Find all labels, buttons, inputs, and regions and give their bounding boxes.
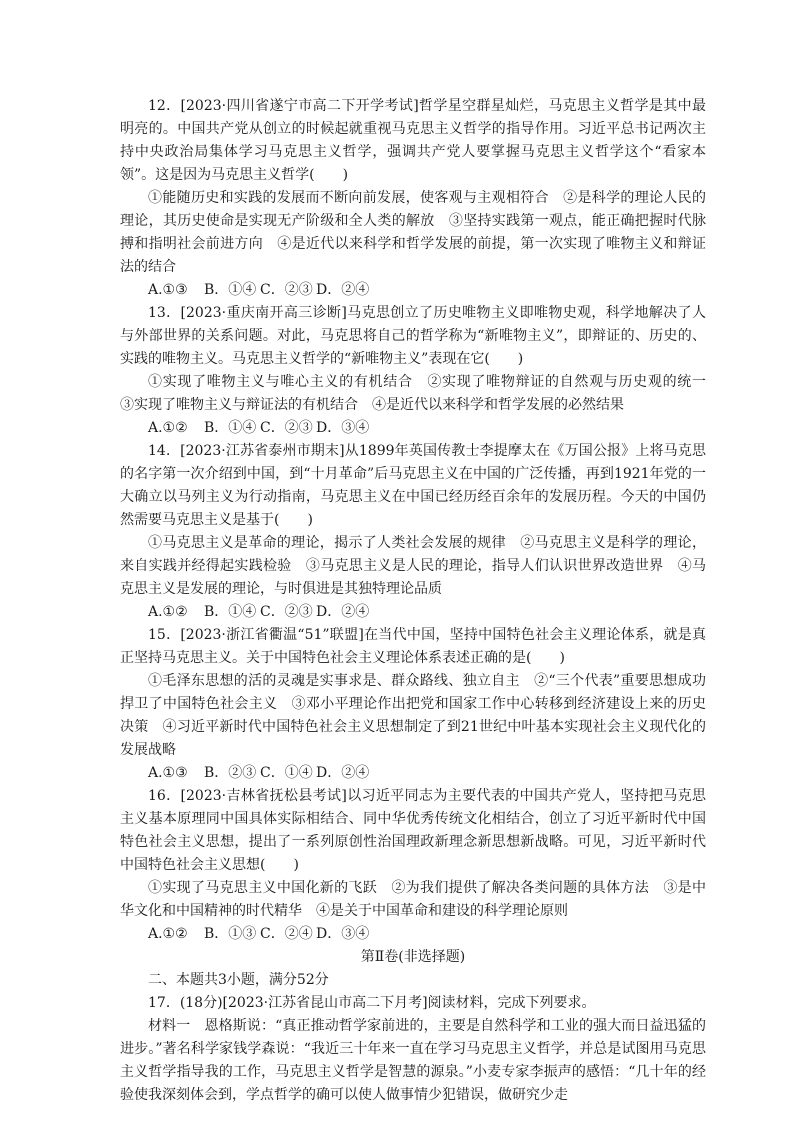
choice-d: D．②④ xyxy=(316,765,370,781)
section-2-heading: 二、本题共3小题，满分52分 xyxy=(148,972,329,988)
question-16-options: ①实现了马克思主义中国化新的飞跃 ②为我们提供了解决各类问题的具体方法 ③是中华文化和中国精神的时代精华 ④是关于中国革命和建设的科学理论原则 xyxy=(120,880,706,919)
page-content xyxy=(120,95,720,1107)
question-12-options: ①能随历史和实践的发展而不断向前发展，使客观与主观相符合 ②是科学的理论人民的理论，其历史使命是实现无产阶级和全人类的解放 ③坚持实践第一观点，能正确把握时代脉搏和指明社会前进方向 ④是近代以来科学和哲学发展的前提，第一次实现了唯物主义和辩证法的结合 xyxy=(120,190,706,275)
choice-c: C．②③ xyxy=(260,604,313,620)
choice-b: B．①④ xyxy=(204,282,257,298)
choice-d: D．③④ xyxy=(316,926,370,942)
choice-b: B．①④ xyxy=(204,420,257,436)
choice-b: B．①④ xyxy=(204,604,257,620)
choice-a: A.①② xyxy=(148,604,188,620)
part-2-title: 第Ⅱ卷(非选择题) xyxy=(360,949,466,965)
choice-d: D．②④ xyxy=(316,604,370,620)
question-15-choices xyxy=(120,762,706,785)
question-13-options: ①实现了唯物主义与唯心主义的有机结合 ②实现了唯物辩证的自然观与历史观的统一 ③实现了唯物主义与辩证法的有机结合 ④是近代以来科学和哲学发展的必然结果 xyxy=(120,374,720,413)
choice-a: A.①② xyxy=(148,926,188,942)
choice-a: A.①③ xyxy=(148,282,188,298)
question-12-choices xyxy=(120,279,706,302)
question-13-choices xyxy=(120,417,706,440)
choice-c: C．②③ xyxy=(260,420,313,436)
choice-c: C．②④ xyxy=(260,926,313,942)
question-14-choices xyxy=(120,601,706,624)
question-12-stem: 12．[2023·四川省遂宁市高二下开学考试]哲学星空群星灿烂，马克思主义哲学是其中最明亮的。中国共产党从创立的时候起就重视马克思主义哲学的指导作用。习近平总书记两次主持中央政治局集体学习马克思主义哲学，强调共产党人要掌握马克思主义哲学这个“看家本领”。这是因为马克思主义哲学( ) xyxy=(120,98,706,183)
material-1: 材料一 恩格斯说：“真正推动哲学家前进的，主要是自然科学和工业的强大而日益迅猛的进步。”著名科学家钱学森说：“我近三十年来一直在学习马克思主义哲学，并总是试图用马克思主义哲学指导我的工作，马克思主义哲学是智慧的源泉。”小麦专家李振声的感悟：“几十年的经验使我深刻体会到，学点哲学的确可以使人做事情少犯错误，做研究少走 xyxy=(120,1018,706,1103)
question-13-stem: 13．[2023·重庆南开高三诊断]马克思创立了历史唯物主义即唯物史观，科学地解决了人与外部世界的关系问题。对此，马克思将自己的哲学称为“新唯物主义”，即辩证的、历史的、实践的唯物主义。马克思主义哲学的“新唯物主义”表现在它( ) xyxy=(120,305,706,367)
choice-d: D．②④ xyxy=(316,282,370,298)
choice-c: C．①④ xyxy=(260,765,313,781)
choice-b: B．①③ xyxy=(204,926,257,942)
choice-b: B．②③ xyxy=(204,765,257,781)
choice-a: A.①② xyxy=(148,420,188,436)
choice-a: A.①③ xyxy=(148,765,188,781)
question-15-options: ①毛泽东思想的活的灵魂是实事求是、群众路线、独立自主 ②“三个代表”重要思想成功捍卫了中国特色社会主义 ③邓小平理论作出把党和国家工作中心转移到经济建设上来的历史决策 ④习近平新时代中国特色社会主义思想制定了到21世纪中叶基本实现社会主义现代化的发展战略 xyxy=(120,673,706,758)
question-16-stem: 16．[2023·吉林省抚松县考试]以习近平同志为主要代表的中国共产党人，坚持把马克思主义基本原理同中国具体实际相结合、同中华优秀传统文化相结合，创立了习近平新时代中国特色社会主义思想，提出了一系列原创性治国理政新理念新思想新战略。可见，习近平新时代中国特色社会主义思想( ) xyxy=(120,788,706,873)
question-16-choices xyxy=(120,923,706,946)
question-14-options: ①马克思主义是革命的理论，揭示了人类社会发展的规律 ②马克思主义是科学的理论，来自实践并经得起实践检验 ③马克思主义是人民的理论，指导人们认识世界改造世界 ④马克思主义是发展的理论，与时俱进是其独特理论品质 xyxy=(120,535,706,597)
choice-c: C．②③ xyxy=(260,282,313,298)
question-15-stem: 15．[2023·浙江省衢温“51”联盟]在当代中国，坚持中国特色社会主义理论体系，就是真正坚持马克思主义。关于中国特色社会主义理论体系表述正确的是( ) xyxy=(120,627,706,666)
question-17-stem: 17．(18分)[2023·江苏省昆山市高二下月考]阅读材料，完成下列要求。 xyxy=(148,995,596,1011)
question-14-stem: 14．[2023·江苏省泰州市期末]从1899年英国传教士李提摩太在《万国公报》上将马克思的名字第一次介绍到中国，到“十月革命”后马克思主义在中国的广泛传播，再到1921年党的一大确立以马列主义为行动指南，马克思主义在中国已经历经百余年的发展历程。今天的中国仍然需要马克思主义是基于( ) xyxy=(120,443,706,528)
choice-d: D．③④ xyxy=(316,420,370,436)
